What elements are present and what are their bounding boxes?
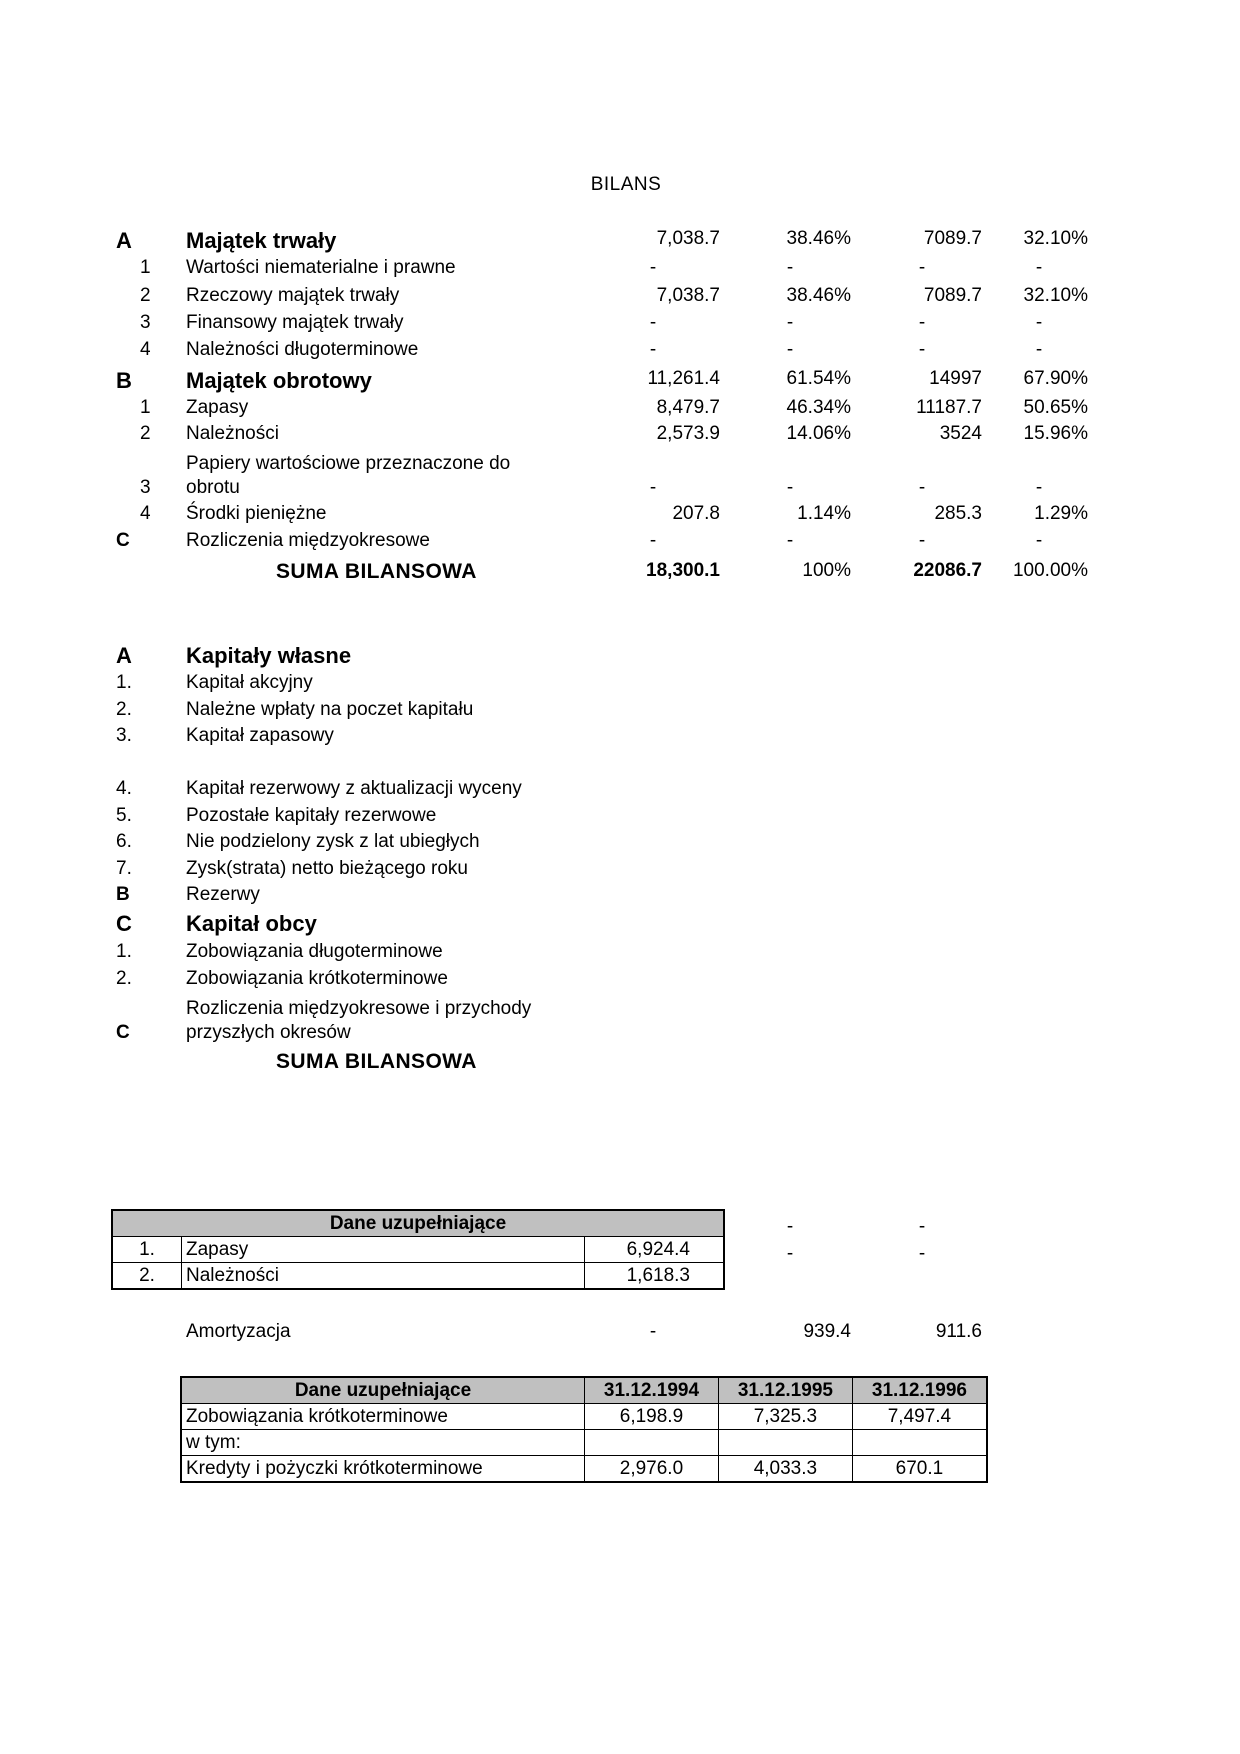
row-label: Należne wpłaty na poczet kapitału — [186, 699, 474, 720]
value-2: 11187.7 — [916, 397, 982, 418]
row-code: 3 — [140, 477, 151, 498]
liab-row-c — [0, 911, 1240, 935]
value-2: - — [918, 312, 926, 333]
total-percent-1: 100% — [802, 560, 851, 581]
value-2: - — [918, 530, 926, 551]
row-code: C — [116, 530, 130, 551]
percent-1: 61.54% — [786, 368, 851, 389]
row-label: Zapasy — [186, 397, 249, 418]
percent-2: 32.10% — [1023, 228, 1088, 249]
value-2: 14997 — [929, 368, 982, 389]
row-code: A — [116, 643, 132, 668]
row-label: Kapitał rezerwowy z aktualizacji wyceny — [186, 778, 522, 799]
table-row — [181, 1404, 987, 1430]
asset-row — [0, 312, 1240, 336]
cell-value: 7,497.4 — [852, 1404, 987, 1430]
row-code: 1 — [140, 397, 151, 418]
year-header: 31.12.1994 — [585, 1377, 719, 1404]
row-label: Zobowiązania długoterminowe — [186, 941, 443, 962]
percent-1: - — [786, 530, 794, 551]
cell-value: 6,198.9 — [585, 1404, 719, 1430]
liab-total-row — [0, 1050, 1240, 1074]
row-label: Zysk(strata) netto bieżącego roku — [186, 858, 468, 879]
supp-table-2 — [180, 1376, 988, 1483]
asset-row-b — [0, 368, 1240, 392]
row-value: 1,618.3 — [585, 1263, 725, 1290]
value-2: - — [918, 339, 926, 360]
liab-row-a — [0, 643, 1240, 667]
value-1: - — [649, 477, 657, 498]
row-code: B — [116, 884, 130, 905]
supp1-extra-row-2 — [0, 1243, 1240, 1267]
liab-row — [0, 858, 1240, 882]
row-code: 2 — [140, 285, 151, 306]
value-1: - — [649, 312, 657, 333]
cell-value — [718, 1430, 852, 1456]
percent-1: 38.46% — [786, 285, 851, 306]
liab-row — [0, 941, 1240, 965]
row-number: 2. — [112, 1263, 182, 1290]
total-percent-2: 100.00% — [1012, 560, 1088, 581]
row-label: Należności — [182, 1263, 585, 1290]
row-code: 2. — [116, 699, 132, 720]
row-label: Należności — [186, 423, 279, 444]
value-1: - — [649, 257, 657, 278]
value-2: 7089.7 — [923, 228, 982, 249]
asset-row-c — [0, 530, 1240, 554]
percent-1: 38.46% — [786, 228, 851, 249]
row-code: 4 — [140, 339, 151, 360]
row-value: 6,924.4 — [585, 1237, 725, 1263]
supp1-extra-row-1 — [0, 1216, 1240, 1240]
row-code: 7. — [116, 858, 132, 879]
value-1: 207.8 — [672, 503, 720, 524]
liab-row-b — [0, 884, 1240, 908]
table-header: Dane uzupełniające — [112, 1210, 724, 1237]
year-header: 31.12.1995 — [718, 1377, 852, 1404]
percent-2: 32.10% — [1023, 285, 1088, 306]
amort-value-3: 911.6 — [935, 1321, 982, 1342]
liab-row — [0, 778, 1240, 802]
percent-2: 1.29% — [1034, 503, 1088, 524]
liab-row — [0, 672, 1240, 696]
amort-value-1: - — [649, 1321, 657, 1342]
value-2: 285.3 — [934, 503, 982, 524]
value-2: 3524 — [939, 423, 982, 444]
amortization-row — [0, 1321, 1240, 1345]
row-code: 5. — [116, 805, 132, 826]
total-value-1: 18,300.1 — [646, 560, 720, 581]
percent-2: 50.65% — [1023, 397, 1088, 418]
total-value-2: 22086.7 — [913, 560, 982, 581]
row-label: Kredyty i pożyczki krótkoterminowe — [181, 1456, 585, 1483]
percent-2: 15.96% — [1023, 423, 1088, 444]
table-row — [181, 1430, 987, 1456]
value-1: - — [649, 530, 657, 551]
row-label: Zobowiązania krótkoterminowe — [186, 968, 448, 989]
percent-2: - — [1035, 530, 1043, 551]
row-code: 6. — [116, 831, 132, 852]
asset-row — [0, 397, 1240, 421]
cell-value — [852, 1430, 987, 1456]
percent-2: 67.90% — [1023, 368, 1088, 389]
cell-value — [585, 1430, 719, 1456]
row-code: 4. — [116, 778, 132, 799]
row-code: B — [116, 368, 132, 393]
assets-total-row — [0, 560, 1240, 584]
percent-2: - — [1035, 257, 1043, 278]
value-1: 11,261.4 — [647, 368, 720, 389]
row-label-line2: obrotu — [186, 477, 240, 498]
row-code: 1 — [140, 257, 151, 278]
row-label: Zapasy — [182, 1237, 585, 1263]
liab-row — [0, 805, 1240, 829]
row-label: Rzeczowy majątek trwały — [186, 285, 400, 306]
row-label-line1: Rozliczenia międzyokresowe i przychody — [186, 998, 532, 1019]
row-label: Pozostałe kapitały rezerwowe — [186, 805, 437, 826]
value-1: - — [649, 339, 657, 360]
row-code: 3. — [116, 725, 132, 746]
liab-row — [0, 725, 1240, 749]
row-code: C — [116, 911, 132, 936]
total-label: SUMA BILANSOWA — [276, 560, 477, 583]
extra-value-1: - — [786, 1243, 794, 1264]
row-label: Kapitał obcy — [186, 911, 317, 936]
row-label: Zobowiązania krótkoterminowe — [181, 1404, 585, 1430]
row-label: Finansowy majątek trwały — [186, 312, 404, 333]
year-header: 31.12.1996 — [852, 1377, 987, 1404]
extra-value-2: - — [918, 1216, 926, 1237]
row-code: 1. — [116, 941, 132, 962]
percent-1: - — [786, 312, 794, 333]
asset-row-a — [0, 228, 1240, 252]
value-1: 8,479.7 — [656, 397, 720, 418]
asset-row — [0, 503, 1240, 527]
liab-row — [0, 831, 1240, 855]
percent-1: - — [786, 477, 794, 498]
row-code: C — [116, 1022, 130, 1043]
percent-1: - — [786, 257, 794, 278]
cell-value: 7,325.3 — [718, 1404, 852, 1430]
cell-value: 670.1 — [852, 1456, 987, 1483]
value-2: - — [918, 477, 926, 498]
value-2: - — [918, 257, 926, 278]
total-label: SUMA BILANSOWA — [276, 1050, 477, 1073]
row-label: Należności długoterminowe — [186, 339, 419, 360]
liab-row — [0, 968, 1240, 992]
row-label: Nie podzielony zysk z lat ubiegłych — [186, 831, 480, 852]
row-label: Kapitał akcyjny — [186, 672, 313, 693]
cell-value: 4,033.3 — [718, 1456, 852, 1483]
row-code: A — [116, 228, 132, 253]
row-label-line1: Papiery wartościowe przeznaczone do — [186, 453, 511, 474]
page-title: BILANS — [590, 174, 662, 195]
asset-row — [0, 423, 1240, 447]
row-code: 1. — [116, 672, 132, 693]
row-label: Środki pieniężne — [186, 503, 327, 524]
percent-2: - — [1035, 477, 1043, 498]
row-code: 4 — [140, 503, 151, 524]
cell-value: 2,976.0 — [585, 1456, 719, 1483]
row-number: 1. — [112, 1237, 182, 1263]
percent-2: - — [1035, 312, 1043, 333]
row-label: Majątek obrotowy — [186, 368, 372, 393]
asset-row — [0, 477, 1240, 501]
row-code: 3 — [140, 312, 151, 333]
extra-value-1: - — [786, 1216, 794, 1237]
liab-row-c2 — [0, 1022, 1240, 1046]
value-1: 7,038.7 — [656, 285, 720, 306]
table-row — [181, 1456, 987, 1483]
value-1: 2,573.9 — [656, 423, 720, 444]
percent-1: 14.06% — [786, 423, 851, 444]
liab-row — [0, 699, 1240, 723]
amort-value-2: 939.4 — [803, 1321, 851, 1342]
row-label: Kapitał zapasowy — [186, 725, 334, 746]
asset-row — [0, 285, 1240, 309]
percent-1: 1.14% — [797, 503, 851, 524]
row-label: Majątek trwały — [186, 228, 337, 253]
row-label: Rezerwy — [186, 884, 260, 905]
row-label-line2: przyszłych okresów — [186, 1022, 351, 1043]
amort-label: Amortyzacja — [186, 1321, 291, 1342]
percent-2: - — [1035, 339, 1043, 360]
row-label: w tym: — [181, 1430, 585, 1456]
row-label: Kapitały własne — [186, 643, 352, 668]
percent-1: 46.34% — [786, 397, 851, 418]
value-1: 7,038.7 — [656, 228, 720, 249]
row-code: 2. — [116, 968, 132, 989]
asset-row — [0, 257, 1240, 281]
value-2: 7089.7 — [923, 285, 982, 306]
row-label: Rozliczenia międzyokresowe — [186, 530, 430, 551]
extra-value-2: - — [918, 1243, 926, 1264]
row-code: 2 — [140, 423, 151, 444]
percent-1: - — [786, 339, 794, 360]
asset-row — [0, 339, 1240, 363]
table-header: Dane uzupełniające — [181, 1377, 585, 1404]
table-header-row — [181, 1377, 987, 1404]
row-label: Wartości niematerialne i prawne — [186, 257, 456, 278]
